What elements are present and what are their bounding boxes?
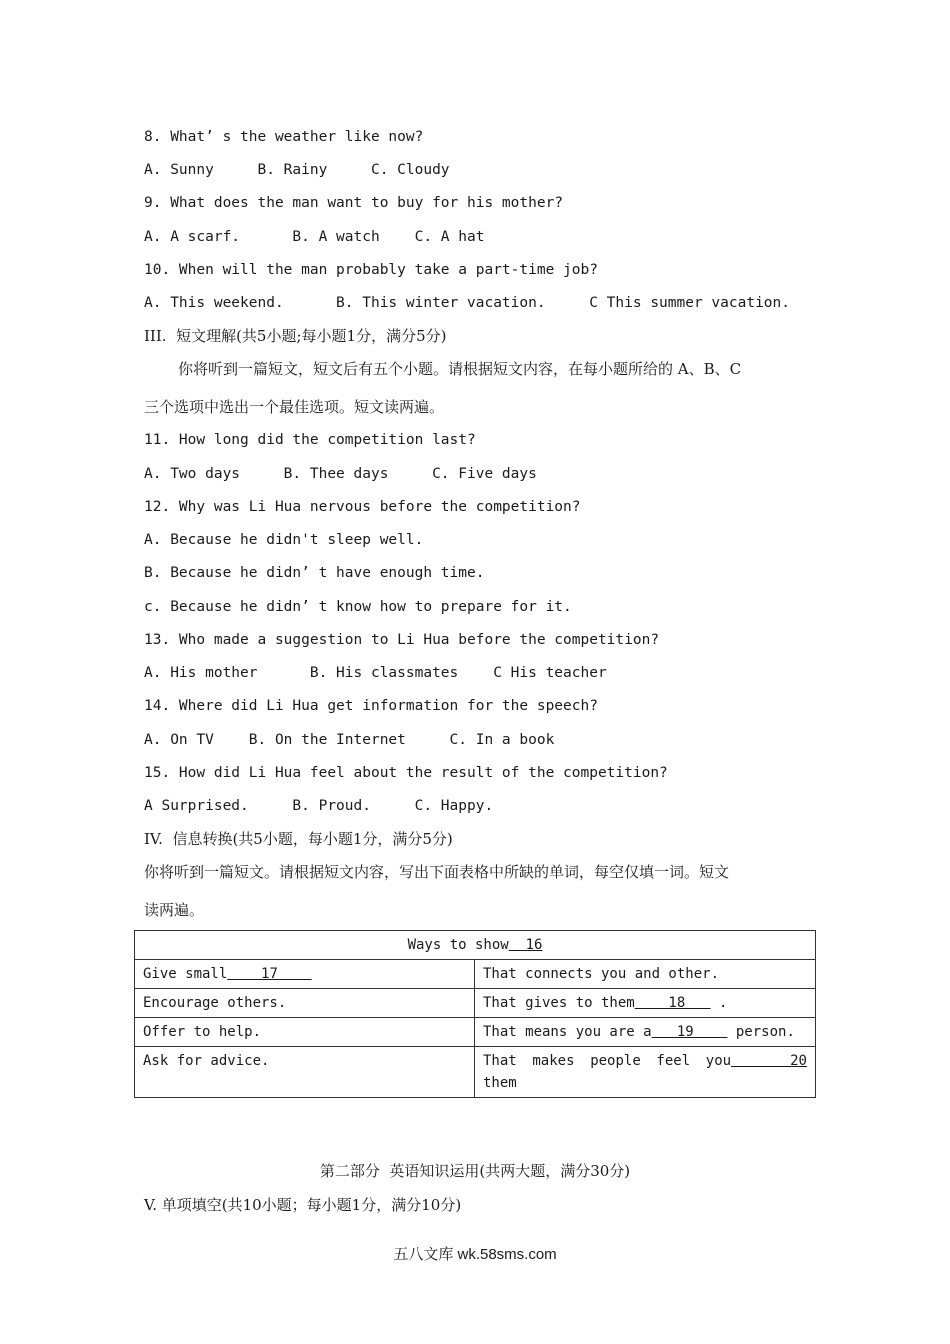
question-12-option-c: c. Because he didn’ t know how to prepare for it. <box>144 599 572 615</box>
table-cell: That means you are a 19 person. <box>475 1018 816 1047</box>
table-row <box>135 989 816 1018</box>
section-3-heading: III. 短文理解(共5小题;每小题1分，满分5分) <box>144 327 447 345</box>
table-row <box>135 960 816 989</box>
question-8-options: A. Sunny B. Rainy C. Cloudy <box>144 162 450 178</box>
section-3-instructions-2: 三个选项中选出一个最佳选项。短文读两遍。 <box>144 398 445 416</box>
blank-18: 18 <box>634 995 711 1011</box>
blank-19: 19 <box>651 1024 728 1040</box>
question-8: 8. What’ s the weather like now? <box>144 129 424 145</box>
question-11: 11. How long did the competition last? <box>144 432 476 448</box>
table-cell: That connects you and other. <box>475 960 816 989</box>
blank-16: 16 <box>508 937 543 953</box>
table-row <box>135 931 816 960</box>
blank-20: 20 <box>731 1053 807 1069</box>
section-4-instructions-2: 读两遍。 <box>144 901 205 919</box>
question-10: 10. When will the man probably take a part-time job? <box>144 262 598 278</box>
blank-17: 17 <box>227 966 312 982</box>
footer-watermark: 五八文库 wk.58sms.com <box>393 1246 557 1263</box>
question-12-option-a: A. Because he didn't sleep well. <box>144 532 424 548</box>
question-15: 15. How did Li Hua feel about the result of the competition? <box>144 765 668 781</box>
question-9-options: A. A scarf. B. A watch C. A hat <box>144 229 485 245</box>
question-13-options: A. His mother B. His classmates C His teacher <box>144 665 607 681</box>
table-cell: Ask for advice. <box>135 1047 475 1098</box>
section-4-instructions-1: 你将听到一篇短文。请根据短文内容，写出下面表格中所缺的单词，每空仅填一词。短文 <box>144 863 730 881</box>
question-12: 12. Why was Li Hua nervous before the competition? <box>144 499 581 515</box>
part-2-title: 第二部分 英语知识运用(共两大题，满分30分) <box>319 1162 631 1180</box>
table-cell: Give small 17 <box>135 960 475 989</box>
table-cell: Encourage others. <box>135 989 475 1018</box>
section-5-heading: V. 单项填空(共10小题；每小题1分，满分10分) <box>144 1196 462 1214</box>
question-10-options: A. This weekend. B. This winter vacation. C This summer vacation. <box>144 295 791 311</box>
section-4-heading: IV. 信息转换(共5小题，每小题1分，满分5分) <box>144 830 453 848</box>
table-row <box>135 1047 816 1098</box>
question-9: 9. What does the man want to buy for his mother? <box>144 195 564 211</box>
question-12-option-b: B. Because he didn’ t have enough time. <box>144 565 485 581</box>
question-15-options: A Surprised. B. Proud. C. Happy. <box>144 798 494 814</box>
question-14-options: A. On TV B. On the Internet C. In a book <box>144 732 555 748</box>
table-row <box>135 1018 816 1047</box>
section-3-instructions-1: 你将听到一篇短文，短文后有五个小题。请根据短文内容，在每小题所给的 A、B、C <box>178 360 742 378</box>
table-cell: That makes people feel you 20 them <box>475 1047 816 1098</box>
table-cell: That gives to them 18 . <box>475 989 816 1018</box>
table-title: Ways to show 16 <box>135 931 816 960</box>
info-table <box>134 930 816 1098</box>
question-14: 14. Where did Li Hua get information for the speech? <box>144 698 598 714</box>
question-13: 13. Who made a suggestion to Li Hua before the competition? <box>144 632 660 648</box>
table-cell: Offer to help. <box>135 1018 475 1047</box>
question-11-options: A. Two days B. Thee days C. Five days <box>144 466 537 482</box>
